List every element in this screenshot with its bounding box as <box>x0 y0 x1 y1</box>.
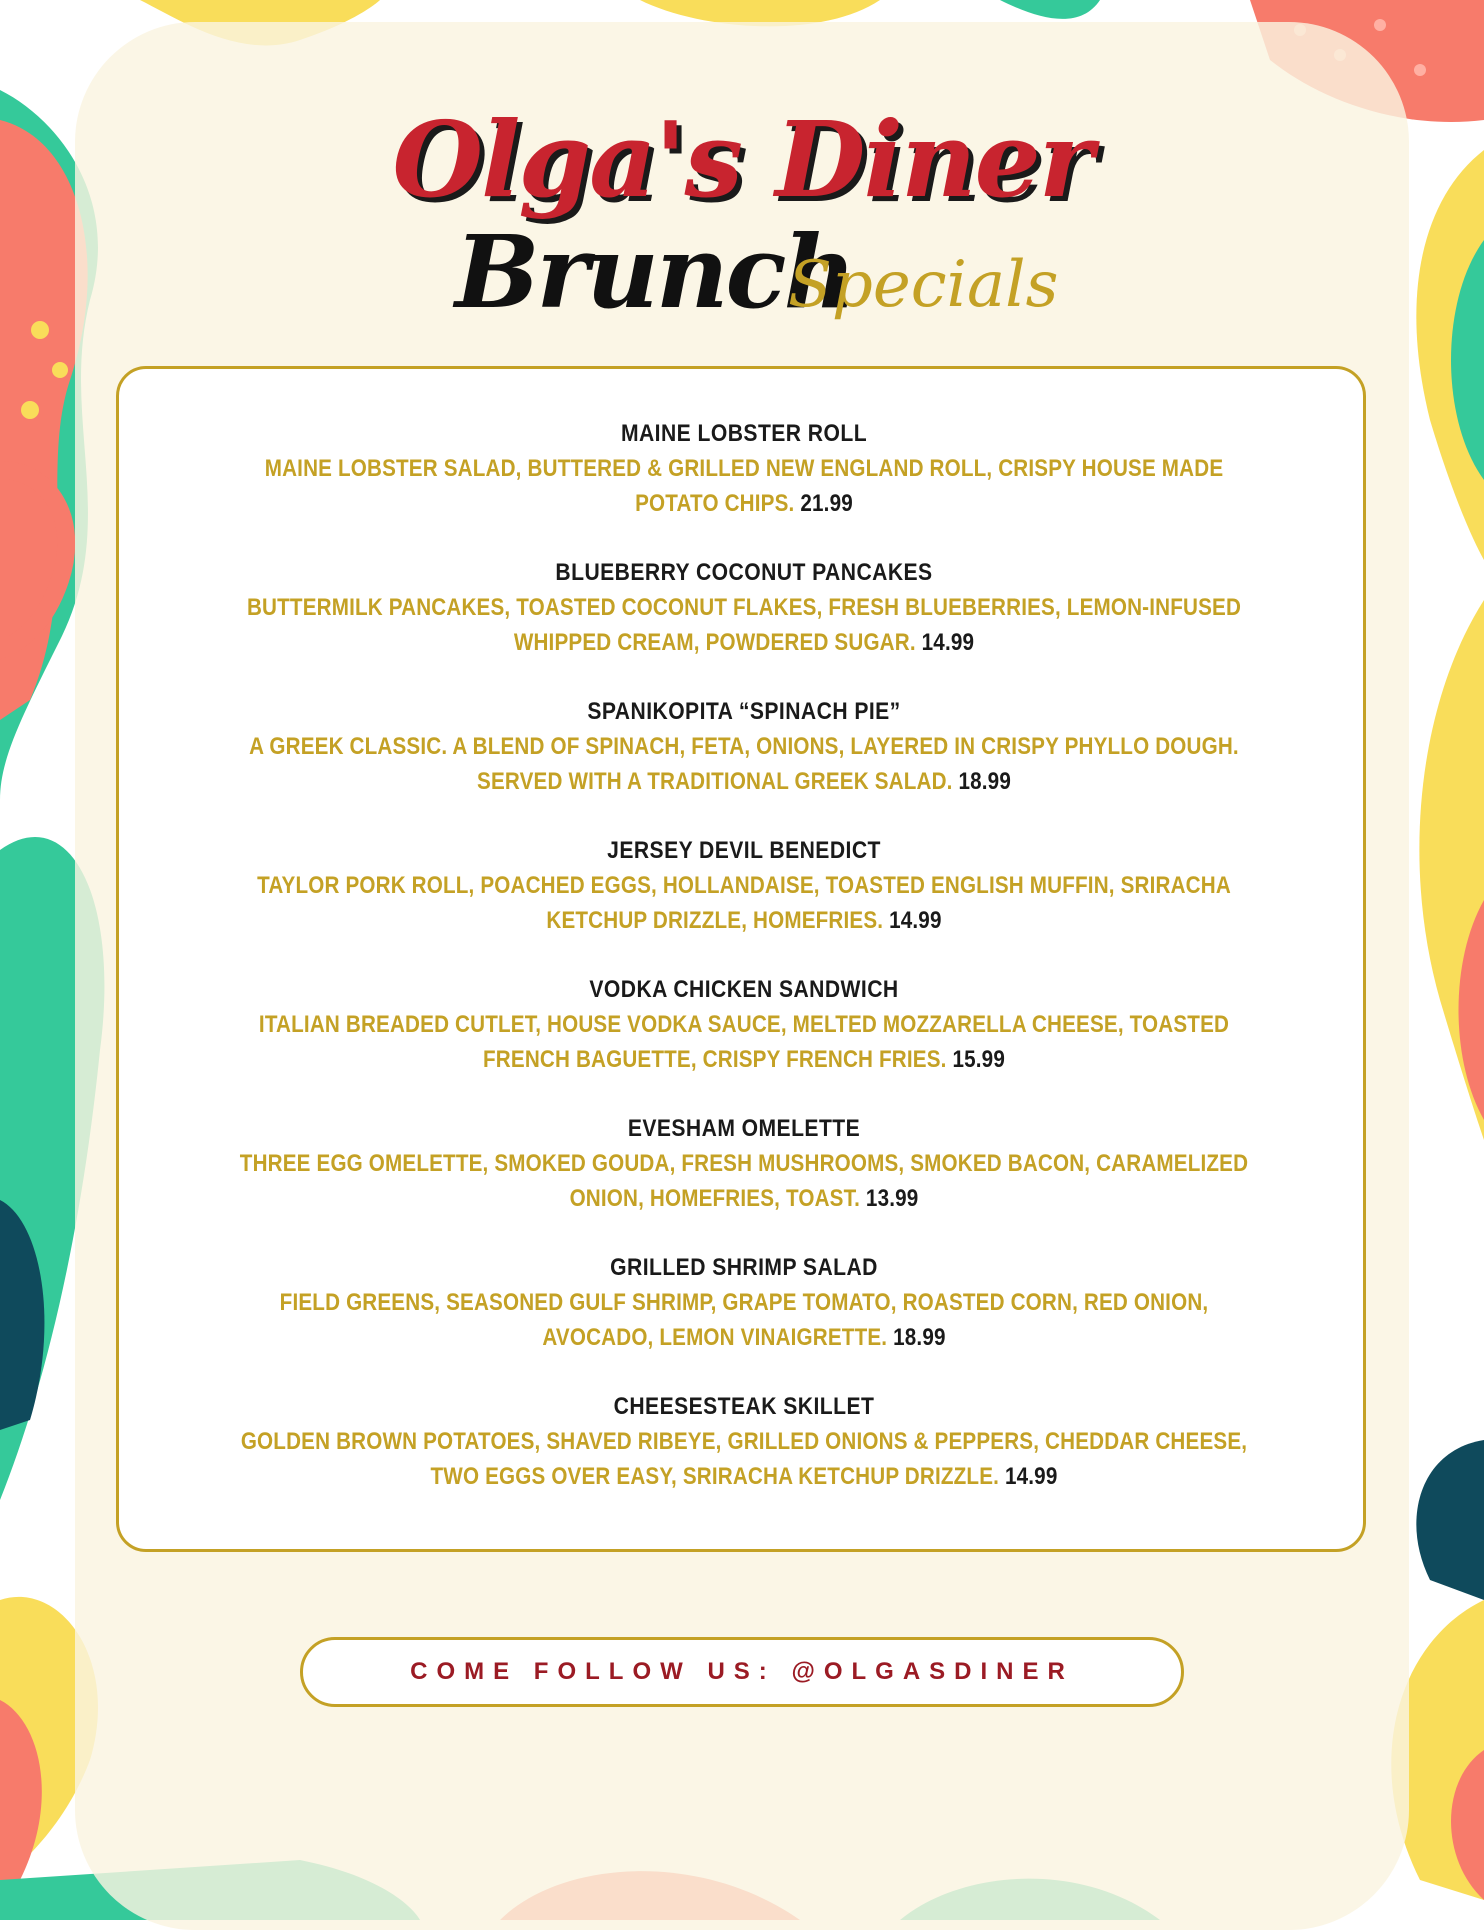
item-description-line2: SERVED WITH A TRADITIONAL GREEK SALAD. 18.99 <box>477 768 1011 795</box>
item-description-line2: KETCHUP DRIZZLE, HOMEFRIES. 14.99 <box>546 907 942 934</box>
item-name: EVESHAM OMELETTE <box>627 1115 861 1142</box>
item-price: 15.99 <box>952 1046 1005 1073</box>
logo-brunch: Brunch <box>455 213 854 331</box>
item-name: SPANIKOPITA “SPINACH PIE” <box>587 698 901 725</box>
item-price: 14.99 <box>921 629 975 656</box>
menu-item-spanikopita <box>119 695 1369 799</box>
social-follow-banner: COME FOLLOW US: @OLGASDINER <box>300 1637 1184 1707</box>
menu-item-grilled-shrimp-salad <box>119 1251 1369 1355</box>
item-description-line2: FRENCH BAGUETTE, CRISPY FRENCH FRIES. 15.99 <box>483 1046 1005 1073</box>
menu-list <box>116 366 1366 1552</box>
item-description-line1: THREE EGG OMELETTE, SMOKED GOUDA, FRESH MUSHROOMS, SMOKED BACON, CARAMELIZED <box>239 1150 1249 1177</box>
item-description-line2: TWO EGGS OVER EASY, SRIRACHA KETCHUP DRIZZLE. 14.99 <box>430 1463 1058 1490</box>
menu-item-blueberry-coconut-pancakes <box>119 556 1369 660</box>
item-description-line1: MAINE LOBSTER SALAD, BUTTERED & GRILLED NEW ENGLAND ROLL, CRISPY HOUSE MADE <box>264 455 1224 482</box>
item-price: 18.99 <box>893 1324 946 1351</box>
logo-specials: Specials <box>788 248 1059 322</box>
menu-item-maine-lobster-roll <box>119 417 1369 521</box>
logo-diner-name: Olga's Diner <box>392 98 1092 221</box>
item-description-line1: TAYLOR PORK ROLL, POACHED EGGS, HOLLANDAISE, TOASTED ENGLISH MUFFIN, SRIRACHA <box>257 872 1231 899</box>
item-price: 13.99 <box>865 1185 919 1212</box>
item-description-line2: POTATO CHIPS. 21.99 <box>635 490 853 517</box>
item-description-line1: ITALIAN BREADED CUTLET, HOUSE VODKA SAUCE, MELTED MOZZARELLA CHEESE, TOASTED <box>258 1011 1230 1038</box>
item-name: GRILLED SHRIMP SALAD <box>610 1254 878 1281</box>
logo <box>0 100 1484 340</box>
item-price: 18.99 <box>958 768 1011 795</box>
item-description-line2: ONION, HOMEFRIES, TOAST. 13.99 <box>569 1185 919 1212</box>
item-name: VODKA CHICKEN SANDWICH <box>589 976 899 1003</box>
item-price: 14.99 <box>889 907 942 934</box>
item-description-line2: AVOCADO, LEMON VINAIGRETTE. 18.99 <box>542 1324 946 1351</box>
item-price: 14.99 <box>1004 1463 1058 1490</box>
item-description-line1: A GREEK CLASSIC. A BLEND OF SPINACH, FETA, ONIONS, LAYERED IN CRISPY PHYLLO DOUGH. <box>249 733 1239 760</box>
item-description-line2: WHIPPED CREAM, POWDERED SUGAR. 14.99 <box>513 629 975 656</box>
item-description-line1: BUTTERMILK PANCAKES, TOASTED COCONUT FLAKES, FRESH BLUEBERRIES, LEMON-INFUSED <box>246 594 1242 621</box>
menu-item-cheesesteak-skillet <box>119 1390 1369 1494</box>
menu-item-jersey-devil-benedict <box>119 834 1369 938</box>
item-description-line1: GOLDEN BROWN POTATOES, SHAVED RIBEYE, GRILLED ONIONS & PEPPERS, CHEDDAR CHEESE, <box>240 1428 1248 1455</box>
item-name: CHEESESTEAK SKILLET <box>613 1393 875 1420</box>
item-name: JERSEY DEVIL BENEDICT <box>607 837 881 864</box>
item-name: BLUEBERRY COCONUT PANCAKES <box>555 559 933 586</box>
item-price: 21.99 <box>800 490 853 517</box>
menu-item-evesham-omelette <box>119 1112 1369 1216</box>
item-description-line1: FIELD GREENS, SEASONED GULF SHRIMP, GRAPE TOMATO, ROASTED CORN, RED ONION, <box>279 1289 1209 1316</box>
menu-item-vodka-chicken-sandwich <box>119 973 1369 1077</box>
item-name: MAINE LOBSTER ROLL <box>620 420 868 447</box>
